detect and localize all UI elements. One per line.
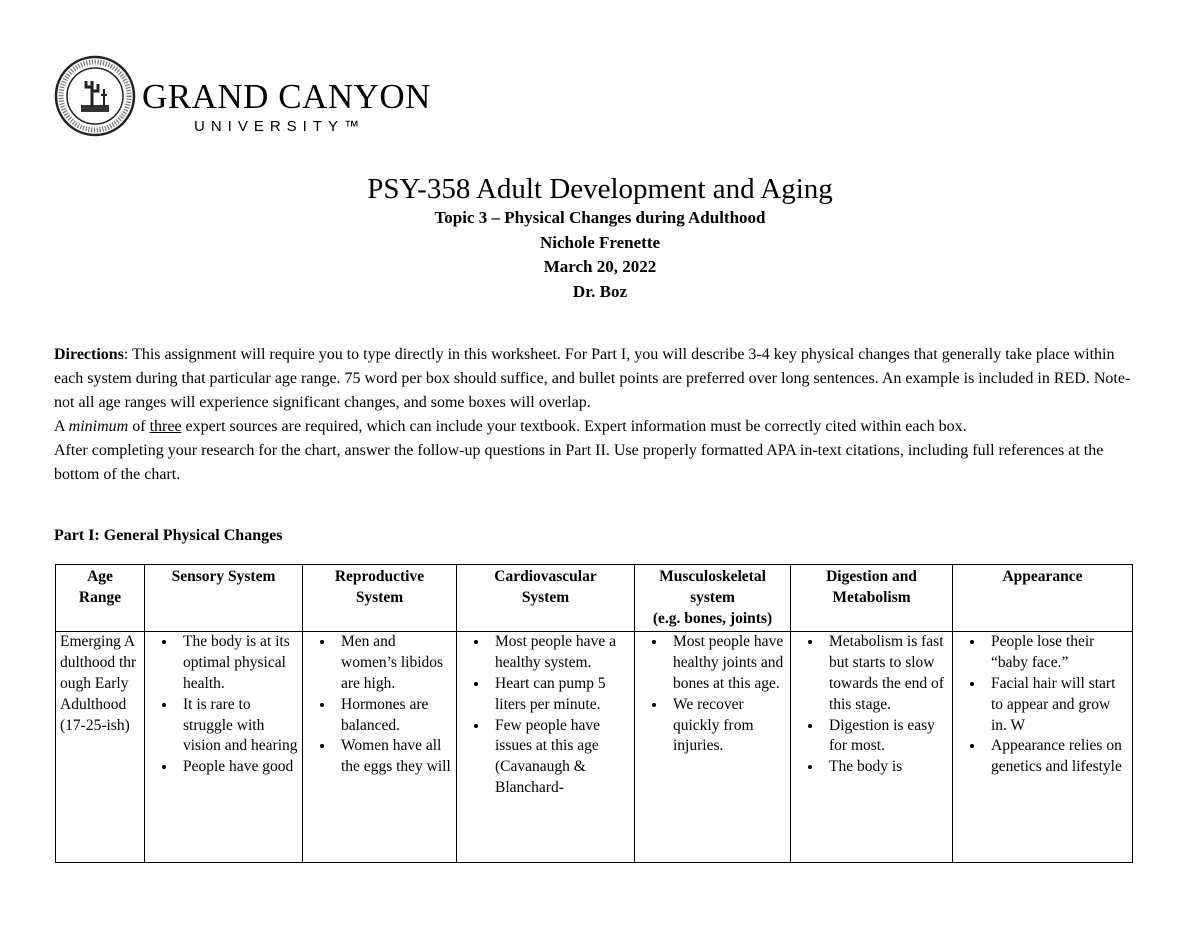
list-item: • People have good <box>177 757 298 778</box>
directions-paragraph-3: After completing your research for the chart, answer the follow-up questions in Part II. Use properly formatted APA in-text citations, including full references at the bottom of the chart. <box>54 442 1104 483</box>
directions-text-1: : This assignment will require you to type directly in this worksheet. For Part I, you will describe 3-4 key physical changes that generally take place within each system during that particular age range. 75 word per box should suffice, and bullet points are preferred over long sentences. An example is included in RED. Note- not all age ranges will experience significant changes, and some boxes will overlap. <box>54 346 1131 411</box>
cell-musculoskeletal[interactable] <box>635 632 791 863</box>
reproductive-list <box>307 632 452 778</box>
physical-changes-table <box>55 564 1133 863</box>
list-item: • Digestion is easy for most. <box>823 716 948 758</box>
list-item: • It is rare to struggle with vision and hearing <box>177 695 298 757</box>
topic-line: Topic 3 – Physical Changes during Adulthood <box>434 208 766 227</box>
directions-text-2b: of <box>128 418 150 435</box>
header-appearance <box>953 565 1133 632</box>
table-row <box>56 632 1133 863</box>
header-cardio-line-2: System <box>521 588 570 606</box>
header-cardiovascular <box>457 565 635 632</box>
header-reproductive <box>303 565 457 632</box>
age-range-text: Emerging Adulthood through Early Adulthood (17-25-ish) <box>60 633 137 734</box>
digestion-list <box>795 632 948 778</box>
sensory-list <box>149 632 298 778</box>
list-item: • Women have all the eggs they will <box>335 736 452 778</box>
cardiovascular-list <box>461 632 630 798</box>
student-name: Nichole Frenette <box>539 232 661 252</box>
list-item: • Men and women’s libidos are high. <box>335 632 452 694</box>
list-item: • The body is at its optimal physical health. <box>177 632 298 694</box>
university-seal-icon <box>54 55 136 137</box>
header-musculoskeletal <box>635 565 791 632</box>
cell-cardiovascular[interactable] <box>457 632 635 863</box>
header-cardio-line-1: Cardiovascular <box>494 568 597 585</box>
list-item: • Metabolism is fast but starts to slow towards the end of this stage. <box>823 632 948 715</box>
list-item: • Most people have healthy joints and bones at this age. <box>667 632 786 694</box>
emphasis-three: three <box>149 418 182 435</box>
cell-sensory[interactable] <box>145 632 303 863</box>
list-item: • Most people have a healthy system. <box>489 632 630 674</box>
cell-digestion[interactable] <box>791 632 953 863</box>
header-digest-line-2: Metabolism <box>832 588 911 606</box>
cell-appearance[interactable] <box>953 632 1133 863</box>
directions-text-2a: A <box>54 418 69 435</box>
directions-label: Directions <box>54 346 124 363</box>
header-age-range <box>56 565 145 632</box>
directions-text-2c: expert sources are required, which can include your textbook. Expert information must be correctly cited within each box. <box>181 418 967 435</box>
header-appearance-label: Appearance <box>1002 568 1083 585</box>
list-item: • The body is <box>823 757 948 778</box>
header-musc-line-1: Musculoskeletal <box>659 568 766 585</box>
header-age-line-1: Age <box>87 568 113 585</box>
directions-section <box>54 343 1144 487</box>
cell-age-range[interactable] <box>56 632 145 863</box>
list-item: • Appearance relies on genetics and lifestyle <box>985 736 1128 778</box>
list-item: • We recover quickly from injuries. <box>667 695 786 757</box>
header-repro-line-2: System <box>355 588 404 606</box>
logo-wordmark: GRAND CANYON <box>142 77 431 116</box>
header-digestion <box>791 565 953 632</box>
header-repro-line-1: Reproductive <box>334 568 425 585</box>
logo-subtitle: UNIVERSITY™ <box>194 118 366 135</box>
appearance-list <box>957 632 1128 778</box>
emphasis-minimum: minimum <box>68 418 129 435</box>
header-age-line-2: Range <box>78 588 122 606</box>
document-header <box>0 172 1200 304</box>
header-musc-line-2: system <box>690 588 735 606</box>
list-item: • Hormones are balanced. <box>335 695 452 737</box>
course-title: PSY-358 Adult Development and Aging <box>367 173 833 205</box>
header-sensory <box>145 565 303 632</box>
cell-reproductive[interactable] <box>303 632 457 863</box>
instructor-name: Dr. Boz <box>572 281 628 301</box>
list-item: • Heart can pump 5 liters per minute. <box>489 674 630 716</box>
header-musc-line-3: (e.g. bones, joints) <box>652 609 773 627</box>
header-sensory-label: Sensory System <box>171 568 276 585</box>
directions-paragraph-2 <box>54 415 1144 439</box>
table-header-row <box>56 565 1133 632</box>
musculoskeletal-list <box>639 632 786 757</box>
list-item: • Few people have issues at this age (Cavanaugh & Blanchard- <box>489 716 630 799</box>
list-item: • People lose their “baby face.” <box>985 632 1128 674</box>
directions-paragraph-1 <box>54 343 1144 415</box>
header-digest-line-1: Digestion and <box>826 568 917 585</box>
university-logo <box>54 55 434 140</box>
list-item: • Facial hair will start to appear and grow in. W <box>985 674 1128 736</box>
submission-date: March 20, 2022 <box>543 257 657 276</box>
part-1-heading: Part I: General Physical Changes <box>54 527 283 544</box>
